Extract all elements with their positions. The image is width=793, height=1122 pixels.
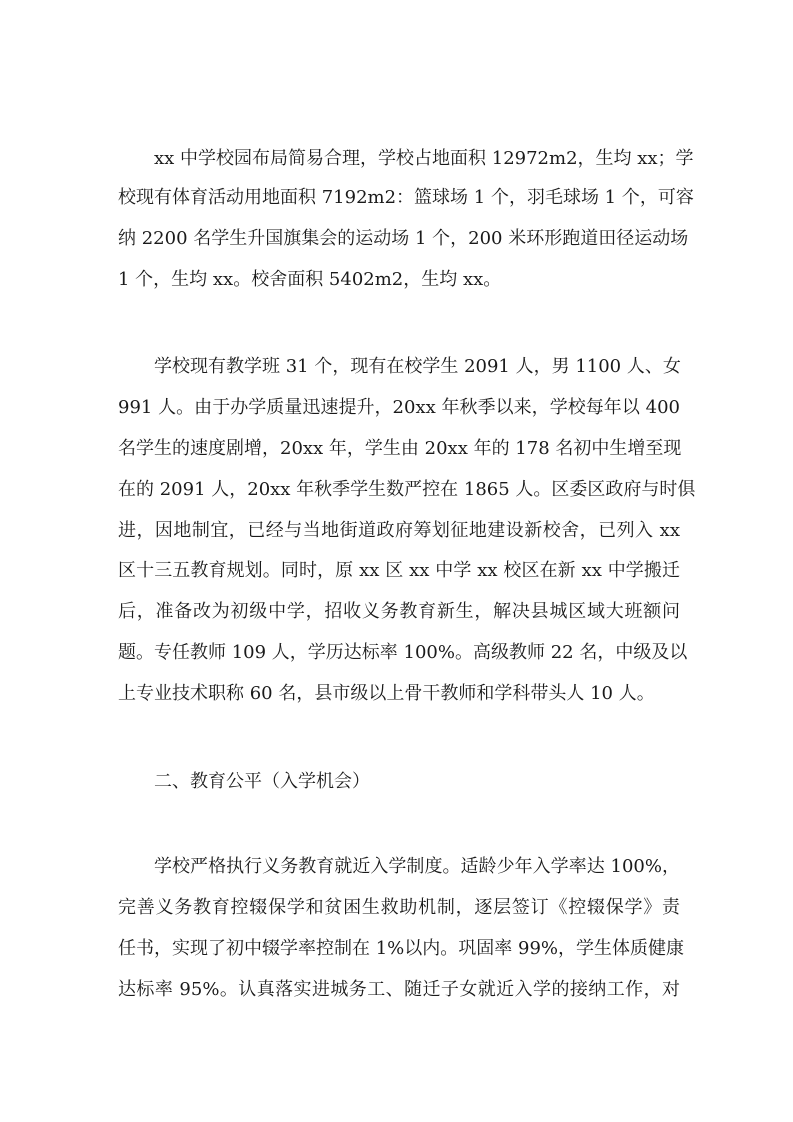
paragraph-2-line-1: 学校现有教学班 31 个，现有在校学生 2091 人，男 1100 人、女	[154, 356, 681, 377]
paragraph-3-line-3: 任书，实现了初中辍学率控制在 1%以内。巩固率 99%，学生体质健康	[118, 938, 685, 959]
paragraph-3-line-1: 学校严格执行义务教育就近入学制度。适龄少年入学率达 100%，	[154, 856, 680, 877]
section-heading: 二、教育公平（入学机会）	[154, 771, 370, 792]
paragraph-2-line-7: 后，准备改为初级中学，招收义务教育新生，解决县城区域大班额问	[118, 601, 680, 622]
paragraph-1-line-4: 1 个，生均 xx。校舍面积 5402m2，生均 xx。	[118, 269, 502, 290]
paragraph-2-line-9: 上专业技术职称 60 名，县市级以上骨干教师和学科带头人 10 人。	[118, 683, 655, 704]
paragraph-2-line-8: 题。专任教师 109 人，学历达标率 100%。高级教师 22 名，中级及以	[118, 642, 688, 663]
paragraph-1-line-2: 校现有体育活动用地面积 7192m2：篮球场 1 个，羽毛球场 1 个，可容	[118, 187, 694, 208]
paragraph-1-line-1: xx 中学校园布局简易合理，学校占地面积 12972m2，生均 xx；学	[154, 148, 694, 169]
paragraph-2-line-6: 区十三五教育规划。同时，原 xx 区 xx 中学 xx 校区在新 xx 中学搬迁	[118, 560, 680, 581]
paragraph-2-line-2: 991 人。由于办学质量迅速提升，20xx 年秋季以来，学校每年以 400	[118, 397, 680, 418]
paragraph-1-line-3: 纳 2200 名学生升国旗集会的运动场 1 个，200 米环形跑道田径运动场	[118, 228, 689, 249]
paragraph-3-line-4: 达标率 95%。认真落实进城务工、随迁子女就近入学的接纳工作，对	[118, 979, 680, 1000]
paragraph-2-line-4: 在的 2091 人，20xx 年秋季学生数严控在 1865 人。区委区政府与时俱	[118, 479, 696, 500]
paragraph-2-line-3: 名学生的速度剧增，20xx 年，学生由 20xx 年的 178 名初中生增至现	[118, 438, 682, 459]
paragraph-2-line-5: 进，因地制宜，已经与当地街道政府筹划征地建设新校舍，已列入 xx	[118, 520, 680, 541]
paragraph-3-line-2: 完善义务教育控辍保学和贫困生救助机制，逐层签订《控辍保学》责	[118, 897, 680, 918]
